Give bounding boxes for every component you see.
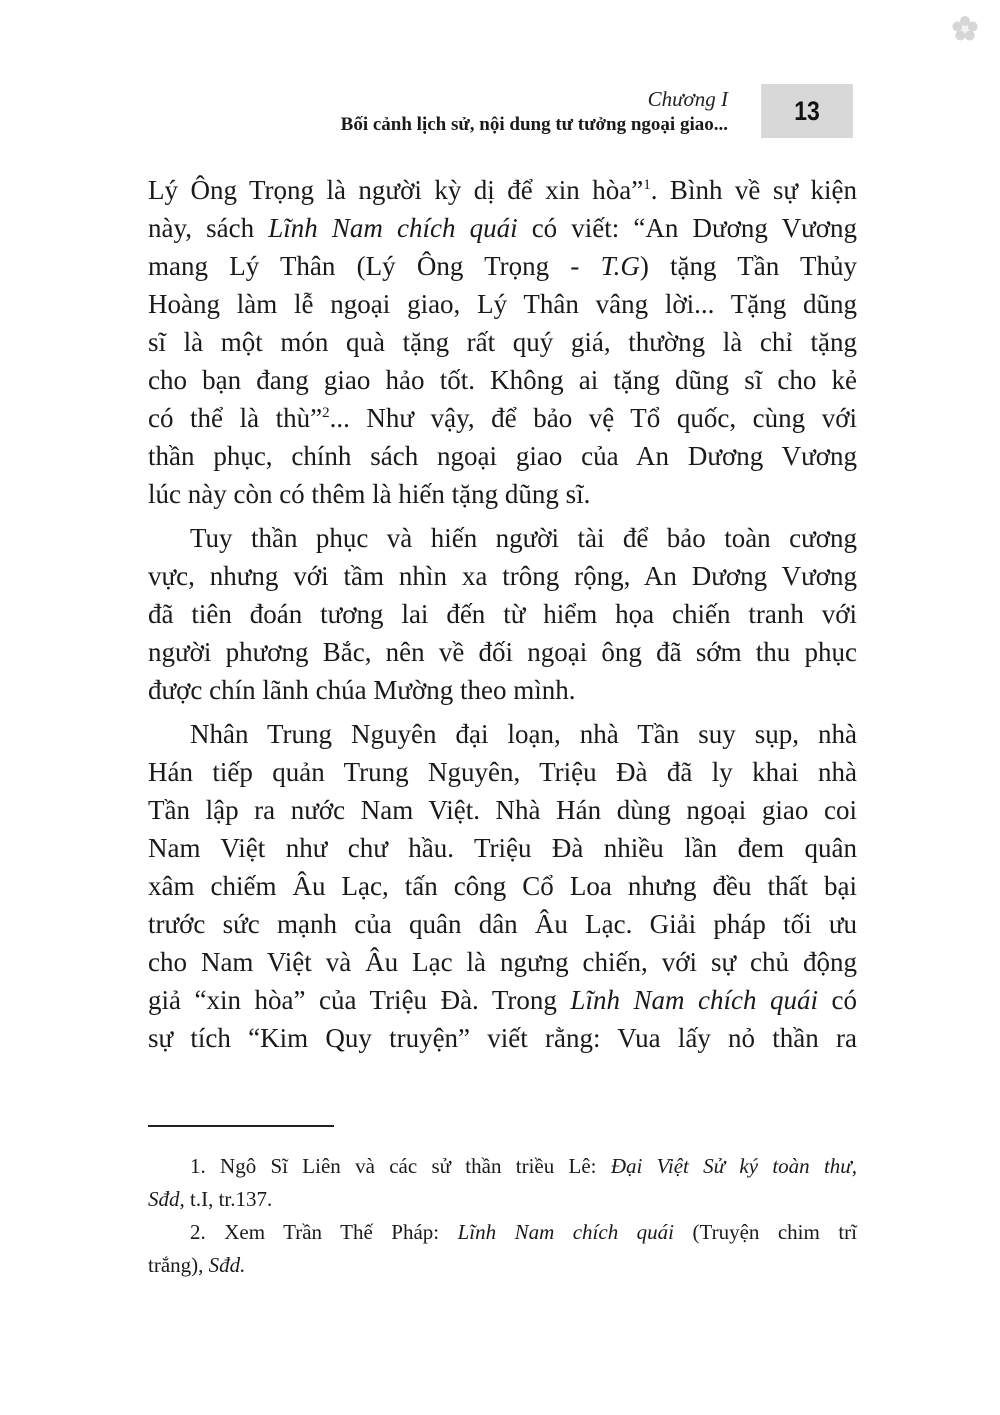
text-line <box>148 323 857 361</box>
text-run: sĩ là một món quà tặng rất quý giá, thường là chỉ tặng <box>148 327 857 357</box>
text-run: cho bạn đang giao hảo tốt. Không ai tặng dũng sĩ cho kẻ <box>148 365 857 395</box>
footnote-separator <box>148 1125 334 1127</box>
text-run: người phương Bắc, nên về đối ngoại ông đã sớm thu phục <box>148 637 857 667</box>
italic-title: Lĩnh Nam chích quái <box>457 1220 675 1244</box>
text-run: Tuy thần phục và hiến người tài để bảo toàn cương <box>190 523 857 553</box>
text-line <box>148 981 857 1019</box>
text-run: trước sức mạnh của quân dân Âu Lạc. Giải pháp tối ưu <box>148 909 857 939</box>
text-run: có <box>818 985 858 1015</box>
text-line <box>148 247 857 285</box>
footnotes <box>148 1150 857 1282</box>
text-run: vực, nhưng với tầm nhìn xa trông rộng, An Dương Vương <box>148 561 857 591</box>
italic-title: Đại Việt Sử ký toàn thư, <box>610 1154 858 1178</box>
footnote-line <box>148 1183 857 1216</box>
italic-title: Lĩnh Nam chích quái <box>268 213 518 243</box>
text-run: Nhân Trung Nguyên đại loạn, nhà Tần suy sụp, nhà <box>190 719 857 749</box>
text-line <box>148 437 857 475</box>
footnote-line <box>148 1249 857 1282</box>
text-run: có thể là thù” <box>148 403 323 433</box>
footnote-marker: 2 <box>322 405 330 421</box>
running-header <box>0 84 1000 144</box>
text-line <box>148 209 857 247</box>
page-number: 13 <box>761 84 853 138</box>
footnote-marker: 1 <box>643 177 651 193</box>
chapter-label: Chương I <box>647 87 728 111</box>
text-run: cho Nam Việt và Âu Lạc là ngưng chiến, với sự chủ động <box>148 947 857 977</box>
text-run: . Bình về sự kiện <box>650 175 857 205</box>
text-run: (Truyện chim trĩ <box>674 1220 857 1244</box>
text-line <box>148 905 857 943</box>
text-run: sự tích “Kim Quy truyện” viết rằng: Vua lấy nỏ thần ra <box>148 1023 857 1053</box>
text-line <box>148 943 857 981</box>
text-run: Lý Ông Trọng là người kỳ dị để xin hòa” <box>148 175 644 205</box>
text-run: trắng), <box>148 1253 209 1277</box>
text-line <box>148 171 857 209</box>
text-run: t.I, tr.137. <box>184 1187 273 1211</box>
text-line <box>148 867 857 905</box>
text-run: 2. Xem Trần Thế Pháp: <box>190 1220 458 1244</box>
text-run: xâm chiếm Âu Lạc, tấn công Cổ Loa nhưng đều thất bại <box>148 871 857 901</box>
text-line <box>148 715 857 753</box>
paragraph <box>148 171 857 513</box>
text-line <box>148 519 857 557</box>
text-line <box>148 361 857 399</box>
text-run: thần phục, chính sách ngoại giao của An Dương Vương <box>148 441 857 471</box>
footnote-line <box>148 1150 857 1183</box>
text-run: 1. Ngô Sĩ Liên và các sử thần triều Lê: <box>190 1154 611 1178</box>
text-run: có viết: “An Dương Vương <box>517 213 857 243</box>
footnote-line <box>148 1216 857 1249</box>
text-line <box>148 475 857 513</box>
text-run: giả “xin hòa” của Triệu Đà. Trong <box>148 985 571 1015</box>
italic-title: Sđd, <box>148 1187 185 1211</box>
paragraph <box>148 715 857 1057</box>
body-text <box>148 171 857 1057</box>
text-line <box>148 557 857 595</box>
header-text <box>341 86 728 138</box>
text-line <box>148 671 857 709</box>
italic-title: Lĩnh Nam chích quái <box>570 985 818 1015</box>
footnote <box>148 1216 857 1282</box>
text-run: Tần lập ra nước Nam Việt. Nhà Hán dùng ngoại giao coi <box>148 795 857 825</box>
text-line <box>148 1019 857 1057</box>
text-line <box>148 633 857 671</box>
text-run: đã tiên đoán tương lai đến từ hiểm họa chiến tranh với <box>148 599 857 629</box>
text-run: Hán tiếp quản Trung Nguyên, Triệu Đà đã ly khai nhà <box>148 757 857 787</box>
text-line <box>148 829 857 867</box>
chapter-title: Bối cảnh lịch sử, nội dung tư tưởng ngoại giao... <box>340 114 728 135</box>
text-run: lúc này còn có thêm là hiến tặng dũng sĩ. <box>148 479 591 509</box>
text-line <box>148 595 857 633</box>
text-run: ... Như vậy, để bảo vệ Tổ quốc, cùng với <box>329 403 857 433</box>
text-line <box>148 285 857 323</box>
text-line <box>148 791 857 829</box>
italic-title: T.G <box>600 251 640 281</box>
text-run: được chín lãnh chúa Mường theo mình. <box>148 675 576 705</box>
text-line <box>148 399 857 437</box>
paragraph <box>148 519 857 709</box>
text-run: ) tặng Tần Thủy <box>639 251 857 281</box>
footnote <box>148 1150 857 1216</box>
text-run: Nam Việt như chư hầu. Triệu Đà nhiều lần đem quân <box>148 833 857 863</box>
text-line <box>148 753 857 791</box>
flower-watermark-icon <box>950 14 980 44</box>
text-run: mang Lý Thân (Lý Ông Trọng - <box>148 251 601 281</box>
text-run: Hoàng làm lễ ngoại giao, Lý Thân vâng lời... Tặng dũng <box>148 289 857 319</box>
italic-title: Sđd. <box>208 1253 246 1277</box>
text-run: này, sách <box>148 213 269 243</box>
